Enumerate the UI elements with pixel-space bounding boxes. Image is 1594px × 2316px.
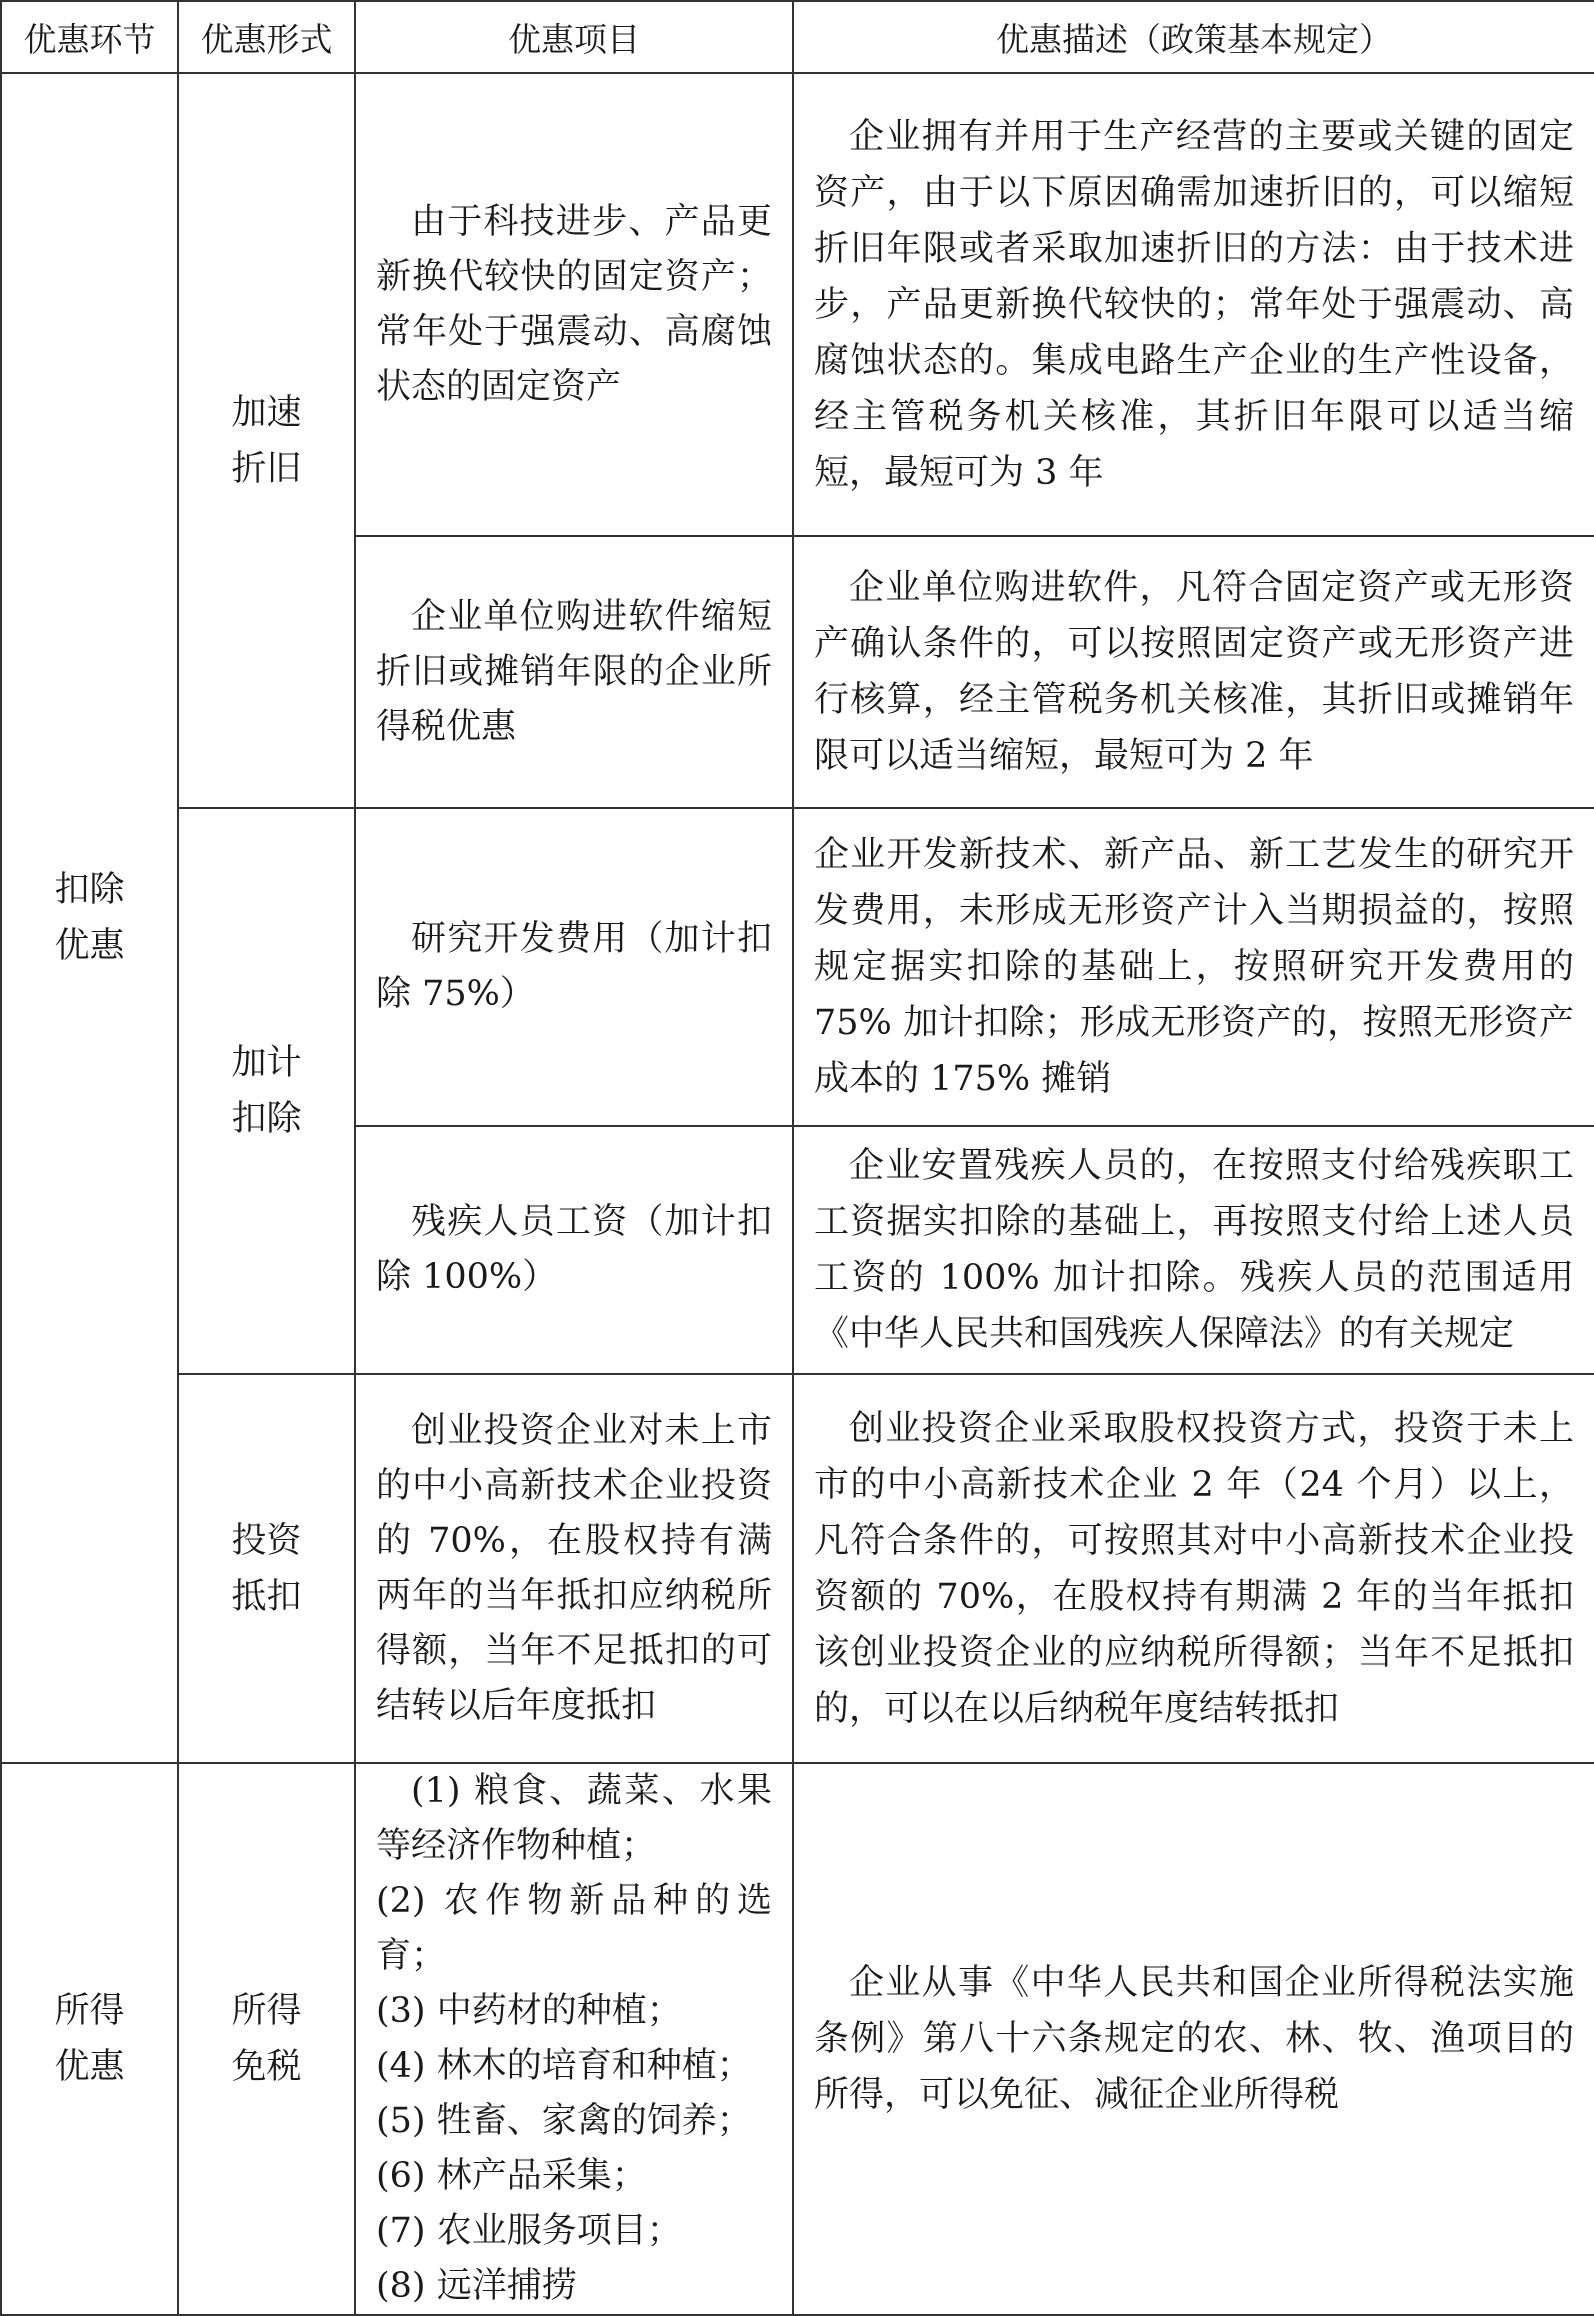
list-item: (3) 中药材的种植； [376,1991,682,2031]
section-deduction: 扣除 优惠 [1,73,178,1763]
header-item: 优惠项目 [355,1,793,73]
item-cell: 研究开发费用（加计扣除 75%） [355,808,793,1126]
list-item: (7) 农业服务项目； [376,2211,682,2251]
item-cell: 企业单位购进软件缩短折旧或摊销年限的企业所得税优惠 [355,536,793,808]
item-cell: 残疾人员工资（加计扣除 100%） [355,1126,793,1374]
list-item: (2) 农作物新品种的选育； [376,1881,772,1976]
list-item: (5) 牲畜、家禽的饲养； [376,2101,752,2141]
description-cell: 企业开发新技术、新产品、新工艺发生的研究开发费用，未形成无形资产计入当期损益的，按照规定据实扣除的基础上，按照研究开发费用的 75% 加计扣除；形成无形资产的，按照无形资产成本的 175% 摊销 [793,808,1594,1126]
description-cell: 企业单位购进软件，凡符合固定资产或无形资产确认条件的，可以按照固定资产或无形资产进行核算，经主管税务机关核准，其折旧或摊销年限可以适当缩短，最短可为 2 年 [793,536,1594,808]
item-cell: 创业投资企业对未上市的中小高新技术企业投资的 70%，在股权持有满两年的当年抵扣应纳税所得额，当年不足抵扣的可结转以后年度抵扣 [355,1374,793,1763]
description-cell: 企业拥有并用于生产经营的主要或关键的固定资产，由于以下原因确需加速折旧的，可以缩短折旧年限或者采取加速折旧的方法：由于技术进步，产品更新换代较快的；常年处于强震动、高腐蚀状态的。集成电路生产企业的生产性设备，经主管税务机关核准，其折旧年限可以适当缩短，最短可为 3 年 [793,73,1594,536]
description-cell: 企业安置残疾人员的，在按照支付给残疾职工工资据实扣除的基础上，再按照支付给上述人员工资的 100% 加计扣除。残疾人员的范围适用《中华人民共和国残疾人保障法》的有关规定 [793,1126,1594,1374]
header-stage: 优惠环节 [1,1,178,73]
list-item: (6) 林产品采集； [376,2156,647,2196]
header-description: 优惠描述（政策基本规定） [793,1,1594,73]
form-accelerated-depreciation: 加速 折旧 [178,73,355,808]
item-cell: 由于科技进步、产品更新换代较快的固定资产；常年处于强震动、高腐蚀状态的固定资产 [355,73,793,536]
list-item: (8) 远洋捕捞 [376,2266,577,2306]
form-investment-offset: 投资 抵扣 [178,1374,355,1763]
header-form: 优惠形式 [178,1,355,73]
header-row [1,1,1594,73]
table-row [1,1374,1594,1763]
description-cell: 企业从事《中华人民共和国企业所得税法实施条例》第八十六条规定的农、林、牧、渔项目的所得，可以免征、减征企业所得税 [793,1763,1594,2315]
form-income-exemption: 所得 免税 [178,1763,355,2315]
list-item: (4) 林木的培育和种植； [376,2046,752,2086]
item-cell [355,1763,793,2315]
list-item: (1) 粮食、蔬菜、水果等经济作物种植； [376,1771,772,1866]
description-cell: 创业投资企业采取股权投资方式，投资于未上市的中小高新技术企业 2 年（24 个月）以上，凡符合条件的，可按照其对中小高新技术企业投资额的 70%，在股权持有期满 2 年的当年抵扣该创业投资企业的应纳税所得额；当年不足抵扣的，可以在以后纳税年度结转抵扣 [793,1374,1594,1763]
section-income: 所得 优惠 [1,1763,178,2315]
form-additional-deduction: 加计 扣除 [178,808,355,1374]
table-row [1,808,1594,1126]
table-row [1,1763,1594,2315]
table-row [1,73,1594,536]
exempt-project-list [376,1764,772,2314]
